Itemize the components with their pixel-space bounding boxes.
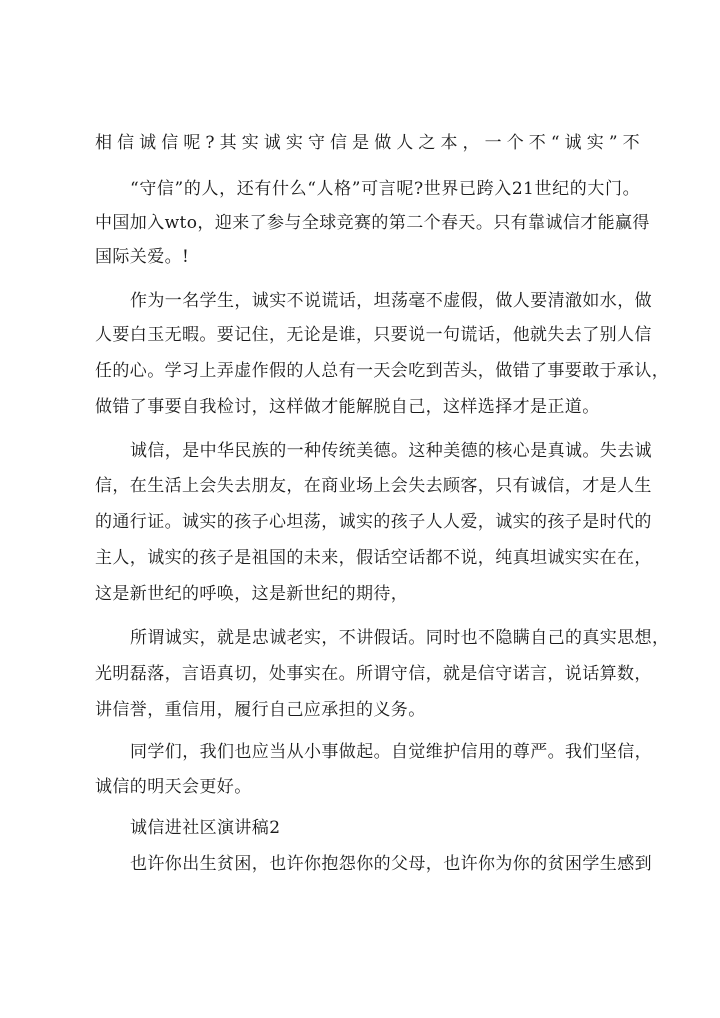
text-line-5: 作为一名学生，诚实不说谎话，坦荡毫不虚假，做人要清澈如水，做 xyxy=(130,291,652,311)
text-line-11: 的通行证。诚实的孩子心坦荡，诚实的孩子人人爱，诚实的孩子是时代的 xyxy=(95,512,652,532)
text-line-16: 讲信誉，重信用，履行自己应承担的义务。 xyxy=(95,700,426,720)
text-line-9: 诚信，是中华民族的一种传统美德。这种美德的核心是真诚。失去诚 xyxy=(130,441,652,461)
text-line-3: 中国加入wto，迎来了参与全球竞赛的第二个春天。只有靠诚信才能赢得 xyxy=(95,213,650,233)
text-line-18: 诚信的明天会更好。 xyxy=(95,777,252,797)
text-line-15: 光明磊落，言语真切，处事实在。所谓守信，就是信守诺言，说话算数， xyxy=(95,664,652,684)
text-line-17: 同学们，我们也应当从小事做起。自觉维护信用的尊严。我们坚信， xyxy=(130,742,652,762)
text-line-2: “守信”的人，还有什么“人格”可言呢?世界已跨入21世纪的大门。 xyxy=(130,179,640,199)
text-line-20: 也许你出生贫困，也许你抱怨你的父母，也许你为你的贫困学生感到 xyxy=(130,854,652,874)
text-line-6: 人要白玉无暇。要记住，无论是谁，只要说一句谎话，他就失去了别人信 xyxy=(95,325,652,345)
text-line-7: 任的心。学习上弄虚作假的人总有一天会吃到苦头，做错了事要敢于承认， xyxy=(95,361,670,381)
text-line-4: 国际关爱。! xyxy=(95,247,190,267)
text-line-10: 信，在生活上会失去朋友，在商业场上会失去顾客，只有诚信，才是人生 xyxy=(95,476,652,496)
text-line-12: 主人，诚实的孩子是祖国的未来，假话空话都不说，纯真坦诚实实在在， xyxy=(95,548,652,568)
text-line-13: 这是新世纪的呼唤，这是新世纪的期待， xyxy=(95,584,409,604)
text-line-1: 相信诚信呢?其实诚实守信是做人之本，一个不“诚实”不 xyxy=(95,133,640,153)
text-line-8: 做错了事要自我检讨，这样做才能解脱自己，这样选择才是正道。 xyxy=(95,397,600,417)
section-heading: 诚信进社区演讲稿2 xyxy=(130,818,281,838)
text-line-14: 所谓诚实，就是忠诚老实，不讲假话。同时也不隐瞒自己的真实思想， xyxy=(130,628,670,648)
